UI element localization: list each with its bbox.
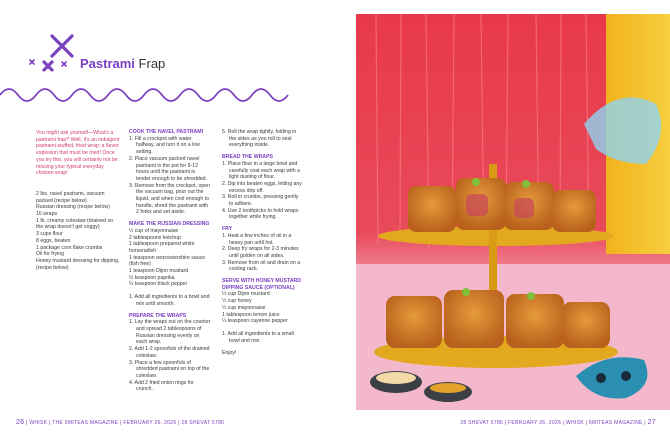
footer-text: 28 SHEVAT 5786 | FEBRUARY 26, 2026 | WHISK | 5MITEAS MAGAZINE | xyxy=(460,420,646,426)
step: 5. Roll the wrap tightly, folding in the sides as you roll to seal everything inside. xyxy=(222,129,297,149)
ingredient: Russian dressing (recipe below) xyxy=(36,204,110,211)
title-plain: Frap xyxy=(138,56,166,71)
page-number: 26 xyxy=(16,419,25,426)
ingredient: 1 tablespoon prepared white horseradish xyxy=(129,241,195,254)
ingredient: Oil for frying xyxy=(36,251,64,258)
step: 4. Add 2 fried onion rings for crunch. xyxy=(129,379,194,393)
page-number: 27 xyxy=(647,419,656,426)
step: 1. Add all ingredients to a bowl and mix until smooth. xyxy=(129,294,210,307)
step: 3. Roll in crumbs, pressing gently to adhere. xyxy=(222,194,299,208)
step: 1. Add all ingredients to a small bowl and mix. xyxy=(222,330,294,344)
ingredient: 8 eggs, beaten xyxy=(36,237,71,244)
ingredient: 2 tablespoons ketchup xyxy=(129,234,181,241)
section-heading: COOK THE NAVEL PASTRAMI xyxy=(129,129,204,135)
step: 1. Place flour in a large bowl and carefully coat each wrap with a light dusting of flour. xyxy=(222,160,300,181)
step: 3. Remove from the crockpot, open the vacuum bag, pour out the liquid, and when cool enough to handle, shred the pastrami with 2 forks and set aside. xyxy=(129,182,211,216)
ingredient: 1 tablespoon lemon juice xyxy=(222,311,280,318)
ingredient: 1 package corn flake crumbs xyxy=(36,244,103,251)
column-middle xyxy=(129,129,211,393)
title-accent: Pastrami xyxy=(80,56,135,71)
footer-right xyxy=(460,419,656,426)
step: 1. Fill a crockpot with water halfway, and turn it on a low setting. xyxy=(129,135,200,156)
ingredient: ¼ cup mayonnaise xyxy=(222,304,266,311)
section-heading: SERVE WITH HONEY MUSTARD xyxy=(222,278,301,285)
step: 2. Deep fry wraps for 2-3 minutes until golden on all sides. xyxy=(222,246,299,259)
intro-text: You might ask yourself—What's a pastrami frap? Well, it's an indulgent pastrami-stuffed, fried wrap; a flavor explosion that must be tried! Once you try this, you will certainly not be missing your typical everyday chicken wrap! xyxy=(36,130,120,177)
ingredient: 1 lb. creamy coleslaw (drained so the wrap doesn't get soggy) xyxy=(36,217,113,231)
step: 3. Remove from oil and drain on a cooling rack. xyxy=(222,259,301,273)
ingredient: 1 teaspoon worcestershire sauce (fish free) xyxy=(129,254,206,268)
column-right xyxy=(222,129,304,357)
ingredient: 16 wraps xyxy=(36,211,58,218)
footer-left xyxy=(16,419,224,426)
ingredient: ½ teaspoon paprika xyxy=(129,274,175,281)
food-photo xyxy=(356,14,670,410)
ingredient: ¼ cup honey xyxy=(222,298,252,305)
step: 1. Lay the wraps out on the counter and spread 2 tablespoons of Russian dressing evenly on each wrap. xyxy=(129,319,211,346)
ingredient: 2 lbs. navel pastrami, vacuum packed (recipe below) xyxy=(36,190,105,204)
ingredient: ¼ teaspoon black pepper xyxy=(129,281,188,288)
section-heading: BREAD THE WRAPS xyxy=(222,154,274,161)
step: 1. Heat a few inches of oil in a heavy pan until hot. xyxy=(222,232,292,246)
step: 3. Place a few spoonfuls of shredded pastrami on top of the coleslaw. xyxy=(129,359,210,379)
ingredient: ½ cup of mayonnaise xyxy=(129,227,179,234)
sparkle-stars-icon xyxy=(28,32,84,78)
section-heading: FRY xyxy=(222,226,233,233)
step: 2. Dip into beaten eggs, letting any excess drip off. xyxy=(222,180,302,194)
step: 2. Place vacuum packed navel pastrami in the pot for 9-12 hours until the pastrami is tender enough to be shredded. xyxy=(129,155,207,182)
closing-text: Enjoy! xyxy=(222,350,237,357)
ingredient: 1 teaspoon Dijon mustard xyxy=(129,268,189,275)
recipe-title xyxy=(80,56,165,71)
ingredient: 3 cups flour xyxy=(36,231,63,238)
step: 2. Add 1-2 spoonfuls of the drained coleslaw. xyxy=(129,346,210,359)
ingredient: ¼ cup Dijon mustard xyxy=(222,291,270,298)
ingredient: ¼ teaspoon cayenne pepper xyxy=(222,318,288,325)
wave-divider xyxy=(0,82,292,108)
column-left xyxy=(36,130,120,271)
ingredient: Honey mustard dressing for dipping, (recipe below) xyxy=(36,257,120,271)
step: 4. Use 2 toothpicks to hold wraps together while frying. xyxy=(222,207,299,221)
section-heading: PREPARE THE WRAPS xyxy=(129,312,187,319)
section-heading: MAKE THE RUSSIAN DRESSING xyxy=(129,221,210,228)
section-heading: DIPPING SAUCE (OPTIONAL) xyxy=(222,284,295,291)
footer-text: | WHISK | THE 5MITEAS MAGAZINE | FEBRUARY 26, 2026 | 28 SHEVAT 5786 xyxy=(26,420,225,426)
